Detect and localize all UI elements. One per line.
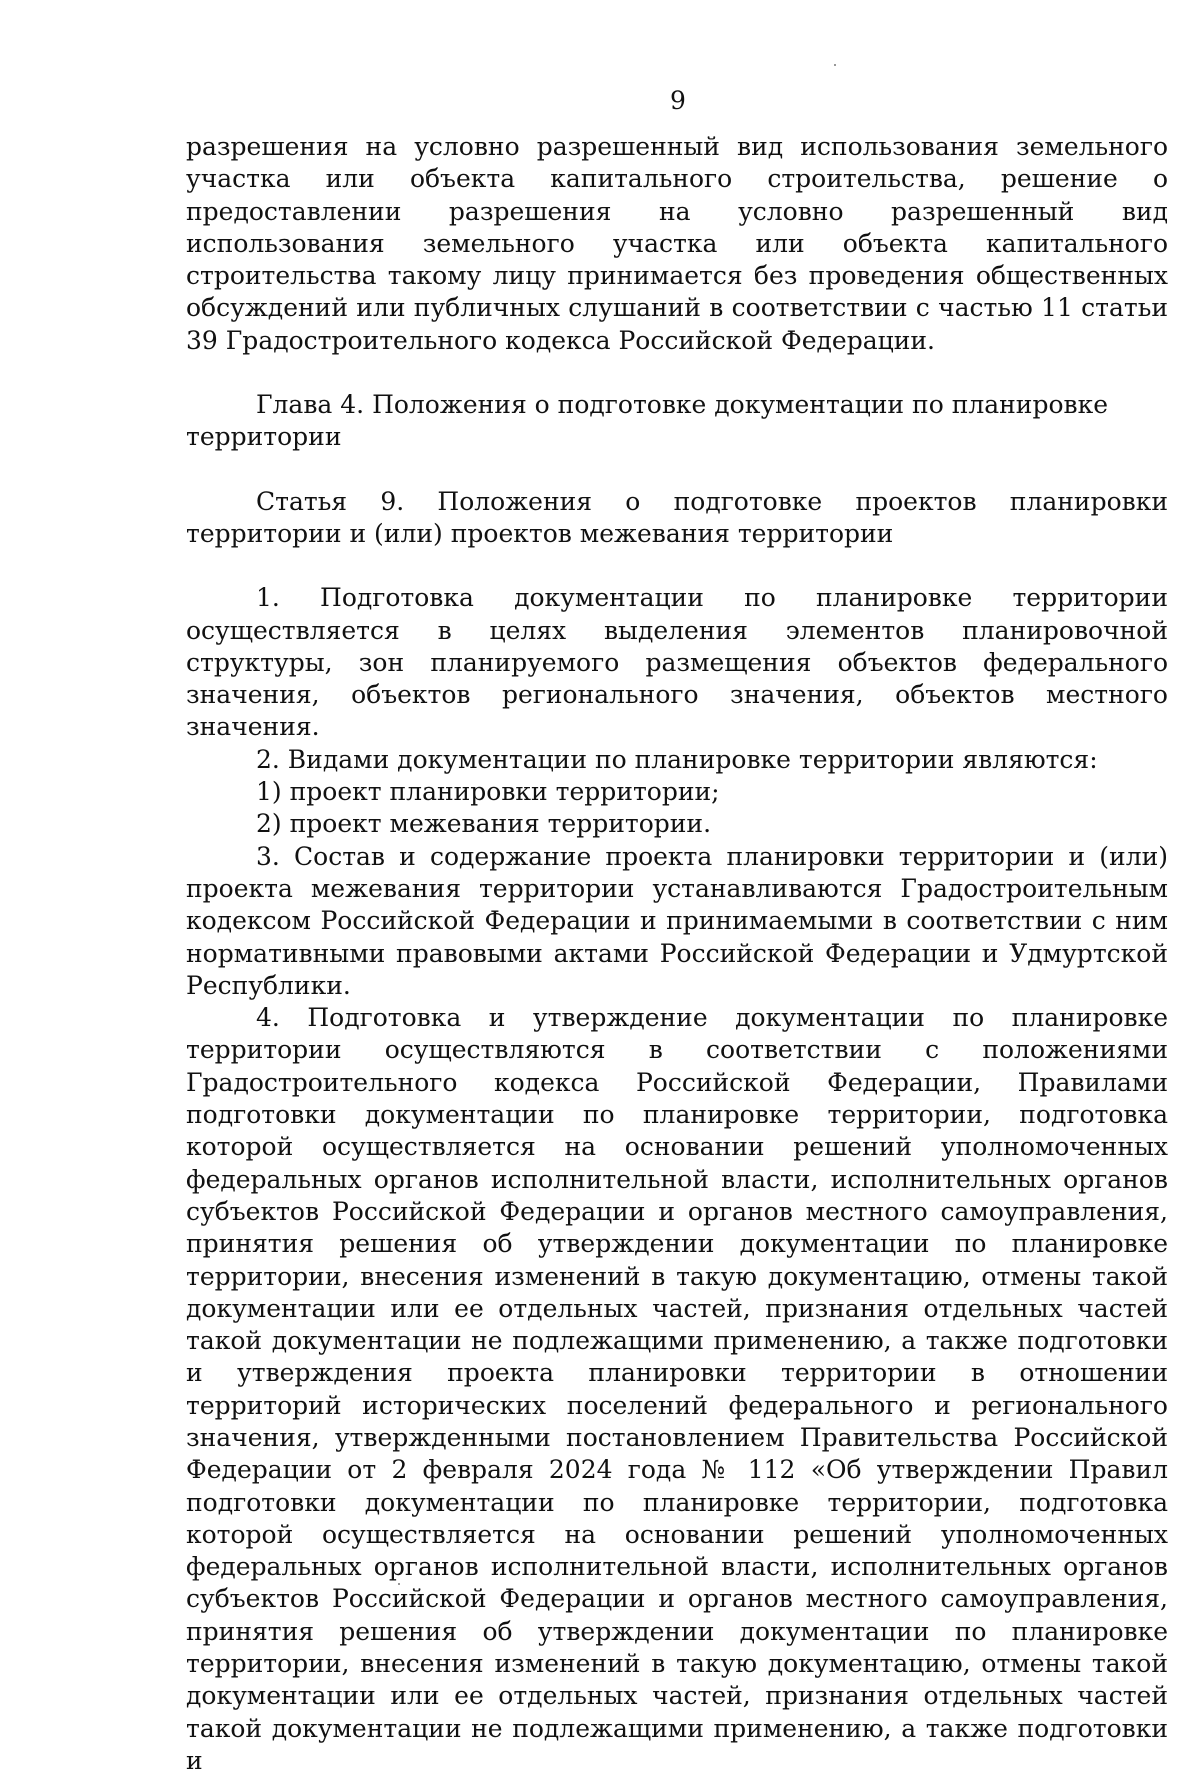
paragraph-item-3: 3. Состав и содержание проекта планировки территории и (или) проекта межевания территории устанавливаются Градостроительным кодексом Российской Федерации и принимаемыми в соответствии с ним нормативными правовыми актами Российской Федерации и Удмуртской Республики. [186, 841, 1168, 1000]
paragraph-continuation: разрешения на условно разрешенный вид использования земельного участка или объекта капитального строительства, решение о предоставлении разрешения на условно разрешенный вид использования земельного участка или объекта капитального строительства такому лицу принимается без проведения общественных обсуждений или публичных слушаний в соответствии с частью 11 статьи 39 Градостроительного кодекса Российской Федерации. [186, 132, 1168, 355]
paragraph-item-2-subitem-1: 1) проект планировки территории; [256, 777, 720, 807]
paragraph-item-2-subitem-2: 2) проект межевания территории. [256, 809, 712, 839]
paragraph-item-4: 4. Подготовка и утверждение документации по планировке территории осуществляются в соответствии с положениями Градостроительного кодекса Российской Федерации, Правилами подготовки документации по планировке территории, подготовка которой осуществляется на основании решений уполномоченных федеральных органов исполнительной власти, исполнительных органов субъектов Российской Федерации и органов местного самоуправления, принятия решения об утверждении документации по планировке территории, внесения изменений в такую документацию, отмены такой документации или ее отдельных частей, признания отдельных частей такой документации не подлежащими применению, а также подготовки и утверждения проекта планировки территории в отношении территорий исторических поселений федерального и регионального значения, утвержденными постановлением Правительства Российской Федерации от 2 февраля 2024 года № 112 «Об утверждении Правил подготовки документации по планировке территории, подготовка которой осуществляется на основании решений уполномоченных федеральных органов исполнительной власти, исполнительных органов субъектов Российской Федерации и органов местного самоуправления, принятия решения об утверждении документации по планировке территории, внесения изменений в такую документацию, отмены такой документации или ее отдельных частей, признания отдельных частей такой документации не подлежащими применению, а также подготовки и [186, 1003, 1168, 1775]
page-number: 9 [670, 86, 686, 115]
scan-speck [834, 64, 836, 66]
document-body [186, 131, 1168, 1777]
paragraph-item-2: 2. Видами документации по планировке территории являются: [256, 744, 1098, 774]
chapter-heading: Глава 4. Положения о подготовке документации по планировке территории [186, 390, 1109, 452]
paragraph-item-1: 1. Подготовка документации по планировке территории осуществляется в целях выделения элементов планировочной структуры, зон планируемого размещения объектов федерального значения, объектов регионального значения, объектов местного значения. [186, 583, 1168, 742]
article-heading: Статья 9. Положения о подготовке проектов планировки территории и (или) проектов межевания территории [186, 486, 1168, 548]
